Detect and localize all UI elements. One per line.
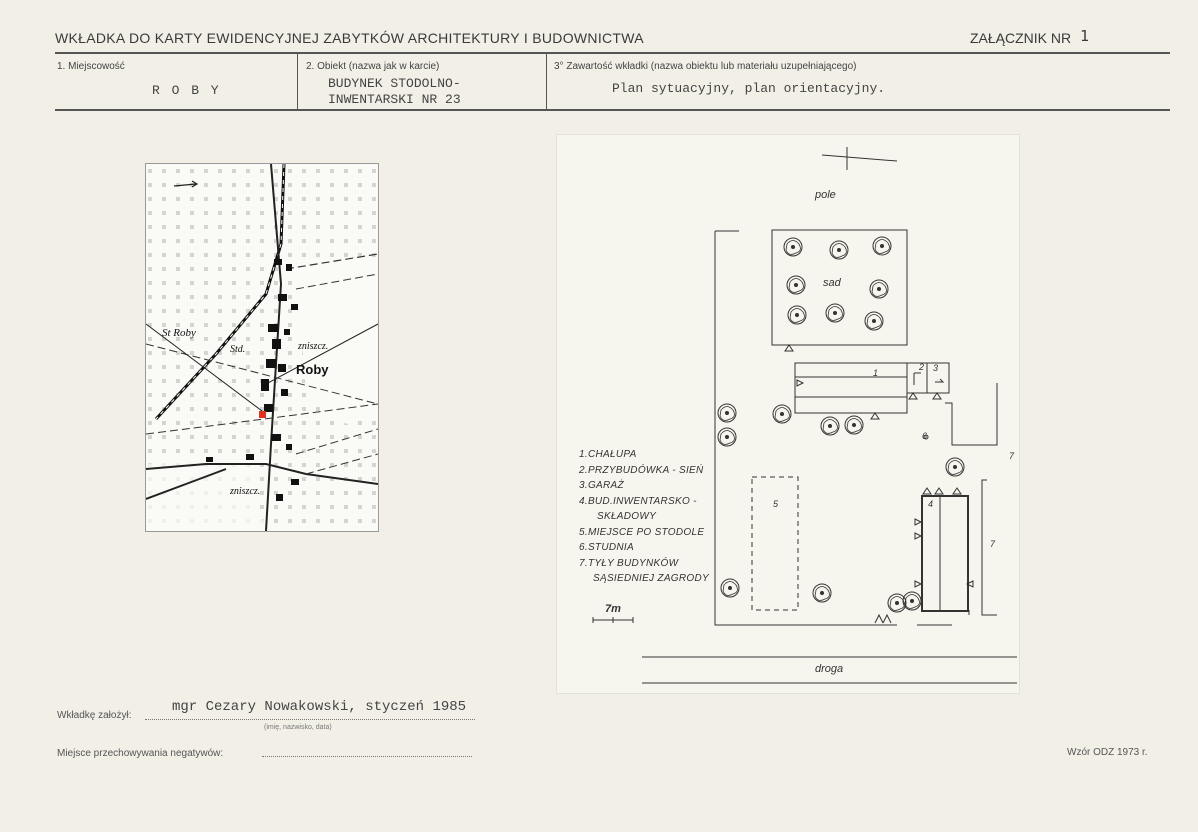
compiled-by-hint: (imię, nazwisko, data) [264, 724, 332, 731]
building-1-label: 1 [873, 368, 879, 378]
legend-item-7-cont: SĄSIEDNIEJ ZAGRODY [593, 573, 709, 584]
plan-label-scale: 7m [605, 603, 621, 615]
neighbour-label-upper: 7 [1009, 451, 1015, 461]
map-label-roby: Roby [296, 362, 329, 377]
site-plan-drawing [557, 135, 1019, 693]
legend-item-4-cont: SKŁADOWY [597, 511, 657, 522]
orientation-map-drawing [146, 164, 378, 531]
annex-label: ZAŁĄCZNIK NR [970, 30, 1072, 46]
plan-label-droga: droga [815, 663, 844, 675]
building-2-label: 2 [919, 362, 925, 372]
legend-item-7: 7.TYŁY BUDYNKÓW [579, 557, 679, 569]
content-label: 3° Zawartość wkładki (nazwa obiektu lub materiału uzupełniającego) [554, 61, 857, 72]
document-title: WKŁADKA DO KARTY EWIDENCYJNEJ ZABYTKÓW ARCHITEKTURY I BUDOWNICTWA [55, 30, 644, 46]
map-label-std: Std. [230, 344, 246, 355]
map-label-st-roby: St Roby [162, 327, 196, 339]
object-value-line2: INWENTARSKI NR 23 [328, 92, 461, 107]
neighbour-label-lower: 7 [990, 539, 996, 549]
orientation-map [145, 163, 379, 532]
object-value-line1: BUDYNEK STODOLNO- [328, 76, 461, 91]
well-label: 6 [922, 431, 928, 441]
fields-bottom-rule [55, 109, 1170, 111]
compiled-by-line [145, 718, 475, 720]
legend-item-3: 3.GARAŻ [579, 480, 624, 491]
content-value: Plan sytuacyjny, plan orientacyjny. [612, 81, 886, 96]
building-4-label: 4 [928, 499, 934, 509]
object-label: 2. Obiekt (nazwa jak w karcie) [306, 61, 440, 72]
legend-item-6: 6.STUDNIA [579, 542, 634, 553]
plan-label-sad: sad [823, 277, 841, 289]
negatives-location-line [262, 755, 472, 757]
legend-item-5: 5.MIEJSCE PO STODOLE [579, 526, 705, 538]
map-label-zniszcz-bottom: zniszcz. [230, 486, 261, 497]
locality-value: R O B Y [152, 83, 221, 98]
building-3-label: 3 [933, 363, 939, 373]
field-divider-1 [297, 54, 298, 110]
map-label-zniszcz-top: zniszcz. [298, 341, 329, 352]
location-marker [259, 411, 266, 418]
legend-item-1: 1.CHAŁUPA [579, 449, 637, 460]
compiled-by-value: mgr Cezary Nowakowski, styczeń 1985 [172, 699, 467, 715]
building-5-label: 5 [773, 499, 779, 509]
compiled-by-label: Wkładkę założył: [57, 710, 132, 721]
header-rule [55, 52, 1170, 54]
legend-item-2: 2.PRZYBUDÓWKA - SIEŃ [579, 464, 704, 476]
plan-label-pole: pole [815, 189, 836, 201]
site-plan [556, 134, 1020, 694]
field-divider-2 [546, 54, 547, 110]
legend-item-4: 4.BUD.INWENTARSKO - [579, 495, 697, 507]
plan-legend [579, 447, 709, 587]
negatives-location-label: Miejsce przechowywania negatywów: [57, 748, 224, 759]
annex-number: 1 [1080, 27, 1090, 45]
form-note: Wzór ODZ 1973 r. [1067, 747, 1148, 758]
locality-label: 1. Miejscowość [57, 61, 125, 72]
